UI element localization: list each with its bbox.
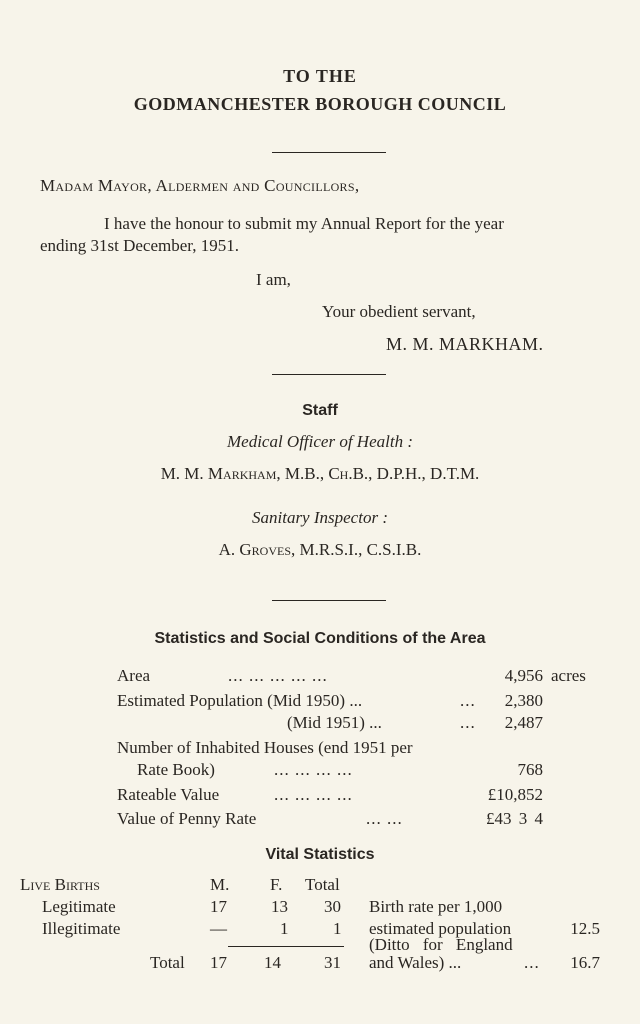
sign-off: Your obedient servant, xyxy=(322,302,476,321)
stat-label: Area xyxy=(117,666,151,685)
cell-m: — xyxy=(210,919,227,938)
stat-dots: ... ... xyxy=(366,809,403,828)
note-line-2: estimated population xyxy=(369,919,512,938)
statistics-heading: Statistics and Social Conditions of the Area xyxy=(154,630,486,647)
column-header: F. xyxy=(270,875,283,894)
stat-value: £10,852 xyxy=(487,785,543,804)
stat-value: 768 xyxy=(517,760,543,779)
signature: M. M. MARKHAM. xyxy=(386,334,544,354)
moh-title: Medical Officer of Health : xyxy=(226,432,413,451)
divider xyxy=(272,152,386,153)
header-line-2: GODMANCHESTER BOROUGH COUNCIL xyxy=(133,94,507,114)
stat-label: Number of Inhabited Houses (end 1951 per xyxy=(117,738,413,757)
si-title: Sanitary Inspector : xyxy=(252,508,388,527)
note-line-1: Birth rate per 1,000 xyxy=(369,897,503,916)
row-label: Illegitimate xyxy=(42,919,121,938)
stat-label: Estimated Population (Mid 1950) ... xyxy=(117,691,363,710)
stat-value: 4,956 xyxy=(504,666,543,685)
note-line-4: and Wales) ... xyxy=(369,953,462,972)
stat-label: (Mid 1951) ... xyxy=(287,713,382,732)
header-line-1: TO THE xyxy=(283,66,357,86)
cell-m: 17 xyxy=(210,897,227,916)
stat-dots: ... xyxy=(460,713,476,732)
stat-dots: ... xyxy=(460,691,476,710)
letter-body-line-2: ending 31st December, 1951. xyxy=(40,236,240,255)
letter-body-line-1: I have the honour to submit my Annual Report for the year xyxy=(104,214,504,233)
divider xyxy=(272,600,386,601)
cell-total: 1 xyxy=(333,919,342,938)
stat-unit: acres xyxy=(551,666,586,685)
stat-dots: ... ... ... ... xyxy=(274,760,353,779)
row-label: Legitimate xyxy=(42,897,116,916)
closing: I am, xyxy=(256,270,291,289)
stat-value: £43 3 4 xyxy=(486,809,543,828)
moh-name: M. M. Markham, M.B., Ch.B., D.P.H., D.T.M. xyxy=(160,464,480,483)
stat-value: 2,487 xyxy=(504,713,543,732)
staff-heading: Staff xyxy=(302,402,338,419)
row-header: Live Births xyxy=(20,875,100,894)
si-name: A. Groves, M.R.S.I., C.S.I.B. xyxy=(218,540,422,559)
cell-total: 31 xyxy=(324,953,341,972)
note-value: 12.5 xyxy=(570,919,600,938)
row-label: Total xyxy=(150,953,185,972)
stat-label: Rate Book) xyxy=(137,760,215,779)
note-dots: ... xyxy=(524,953,540,972)
note-line-3: (Ditto for England xyxy=(369,935,513,954)
column-header: Total xyxy=(305,875,340,894)
cell-f: 1 xyxy=(280,919,289,938)
stat-dots: ... ... ... ... xyxy=(274,785,353,804)
column-header: M. xyxy=(210,875,230,894)
stat-label: Value of Penny Rate xyxy=(117,809,257,828)
divider xyxy=(272,374,386,375)
stat-label: Rateable Value xyxy=(117,785,220,804)
cell-f: 14 xyxy=(264,953,281,972)
note-value: 16.7 xyxy=(570,953,600,972)
cell-m: 17 xyxy=(210,953,227,972)
divider xyxy=(228,946,344,947)
cell-total: 30 xyxy=(324,897,341,916)
vital-heading: Vital Statistics xyxy=(265,846,375,863)
salutation: Madam Mayor, Aldermen and Councillors, xyxy=(40,176,360,195)
cell-f: 13 xyxy=(271,897,288,916)
stat-value: 2,380 xyxy=(504,691,543,710)
stat-dots: ... ... ... ... ... xyxy=(228,666,328,685)
